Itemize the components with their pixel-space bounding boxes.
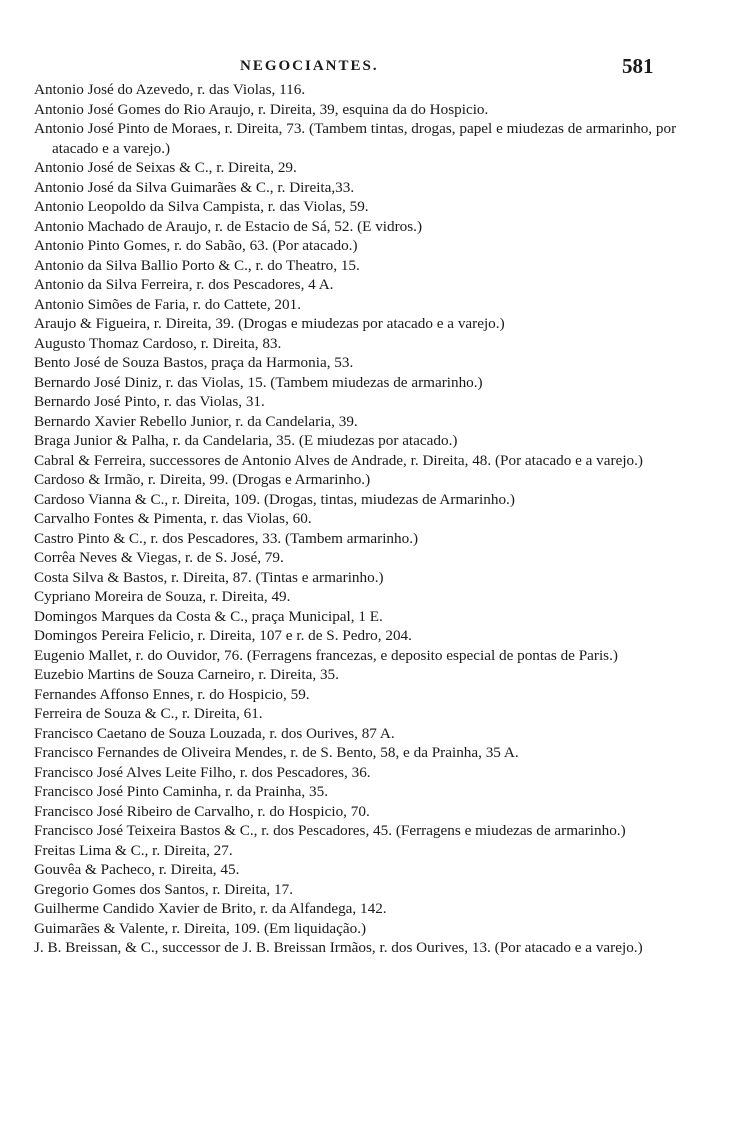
list-item: Cardoso Vianna & C., r. Direita, 109. (Drogas, tintas, miudezas de Armarinho.) <box>34 490 515 508</box>
page-number: 581 <box>622 54 654 78</box>
list-item: Francisco Caetano de Souza Louzada, r. dos Ourives, 87 A. <box>34 724 395 742</box>
list-item: Bernardo Xavier Rebello Junior, r. da Candelaria, 39. <box>34 412 358 430</box>
list-item: Carvalho Fontes & Pimenta, r. das Violas, 60. <box>34 510 312 527</box>
list-item: Euzebio Martins de Souza Carneiro, r. Direita, 35. <box>34 666 339 683</box>
list-item: Francisco Fernandes de Oliveira Mendes, r. de S. Bento, 58, e da Prainha, 35 A. <box>34 744 519 761</box>
list-item: Francisco José Teixeira Bastos & C., r. dos Pescadores, 45. (Ferragens e miudezas de armarinho.) <box>34 822 626 839</box>
merchant-list <box>34 80 684 958</box>
list-item: Castro Pinto & C., r. dos Pescadores, 33. (Tambem armarinho.) <box>34 529 419 547</box>
list-item: Eugenio Mallet, r. do Ouvidor, 76. (Ferragens francezas, e deposito especial de pontas de Paris.) <box>34 646 618 664</box>
section-title: NEGOCIANTES. <box>240 58 379 74</box>
list-item: Antonio da Silva Ballio Porto & C., r. do Theatro, 15. <box>34 256 360 274</box>
list-item: Antonio José Gomes do Rio Araujo, r. Direita, 39, esquina da do Hospicio. <box>34 100 489 118</box>
page-header <box>0 46 747 76</box>
list-item: Braga Junior & Palha, r. da Candelaria, 35. (E miudezas por atacado.) <box>34 432 458 449</box>
list-item: Bernardo José Diniz, r. das Violas, 15. (Tambem miudezas de armarinho.) <box>34 373 483 391</box>
list-item: Fernandes Affonso Ennes, r. do Hospicio, 59. <box>34 685 310 703</box>
list-item: Corrêa Neves & Viegas, r. de S. José, 79. <box>34 549 284 566</box>
list-item: Antonio Machado de Araujo, r. de Estacio de Sá, 52. (E vidros.) <box>34 217 423 235</box>
list-item: Araujo & Figueira, r. Direita, 39. (Drogas e miudezas por atacado e a varejo.) <box>34 315 505 332</box>
list-item: Francisco José Pinto Caminha, r. da Prainha, 35. <box>34 783 329 800</box>
list-item: Gouvêa & Pacheco, r. Direita, 45. <box>34 861 240 878</box>
list-item: Antonio José da Silva Guimarães & C., r. Direita,33. <box>34 178 355 196</box>
list-item: Antonio Simões de Faria, r. do Cattete, 201. <box>34 295 302 313</box>
list-item: Antonio José do Azevedo, r. das Violas, 116. <box>34 81 306 98</box>
list-item: Gregorio Gomes dos Santos, r. Direita, 17. <box>34 880 293 898</box>
list-item: Cabral & Ferreira, successores de Antonio Alves de Andrade, r. Direita, 48. (Por atacado e a varejo.) <box>34 451 643 469</box>
list-item: Guimarães & Valente, r. Direita, 109. (Em liquidação.) <box>34 919 367 937</box>
list-item: Antonio Leopoldo da Silva Campista, r. das Violas, 59. <box>34 198 369 215</box>
list-item: Ferreira de Souza & C., r. Direita, 61. <box>34 705 263 722</box>
list-item: Guilherme Candido Xavier de Brito, r. da Alfandega, 142. <box>34 900 387 917</box>
list-item: Domingos Marques da Costa & C., praça Municipal, 1 E. <box>34 607 383 625</box>
list-item: Francisco José Alves Leite Filho, r. dos Pescadores, 36. <box>34 763 371 781</box>
list-item: Costa Silva & Bastos, r. Direita, 87. (Tintas e armarinho.) <box>34 568 384 586</box>
list-item: Antonio da Silva Ferreira, r. dos Pescadores, 4 A. <box>34 276 334 293</box>
list-item: Antonio José Pinto de Moraes, r. Direita, 73. (Tambem tintas, drogas, papel e miudezas de armarinho, por atacado e a varejo.) <box>34 120 677 157</box>
list-item: Freitas Lima & C., r. Direita, 27. <box>34 841 233 859</box>
list-item: Bernardo José Pinto, r. das Violas, 31. <box>34 393 265 410</box>
list-item: Antonio Pinto Gomes, r. do Sabão, 63. (Por atacado.) <box>34 237 358 254</box>
list-item: Antonio José de Seixas & C., r. Direita, 29. <box>34 159 297 176</box>
list-item: Cardoso & Irmão, r. Direita, 99. (Drogas e Armarinho.) <box>34 471 371 488</box>
list-item: Domingos Pereira Felicio, r. Direita, 107 e r. de S. Pedro, 204. <box>34 627 412 644</box>
list-item: Cypriano Moreira de Souza, r. Direita, 49. <box>34 588 291 605</box>
list-item: J. B. Breissan, & C., successor de J. B. Breissan Irmãos, r. dos Ourives, 13. (Por atacado e a varejo.) <box>34 939 643 956</box>
list-item: Bento José de Souza Bastos, praça da Harmonia, 53. <box>34 354 354 371</box>
list-item: Francisco José Ribeiro de Carvalho, r. do Hospicio, 70. <box>34 802 370 820</box>
list-item: Augusto Thomaz Cardoso, r. Direita, 83. <box>34 334 282 352</box>
